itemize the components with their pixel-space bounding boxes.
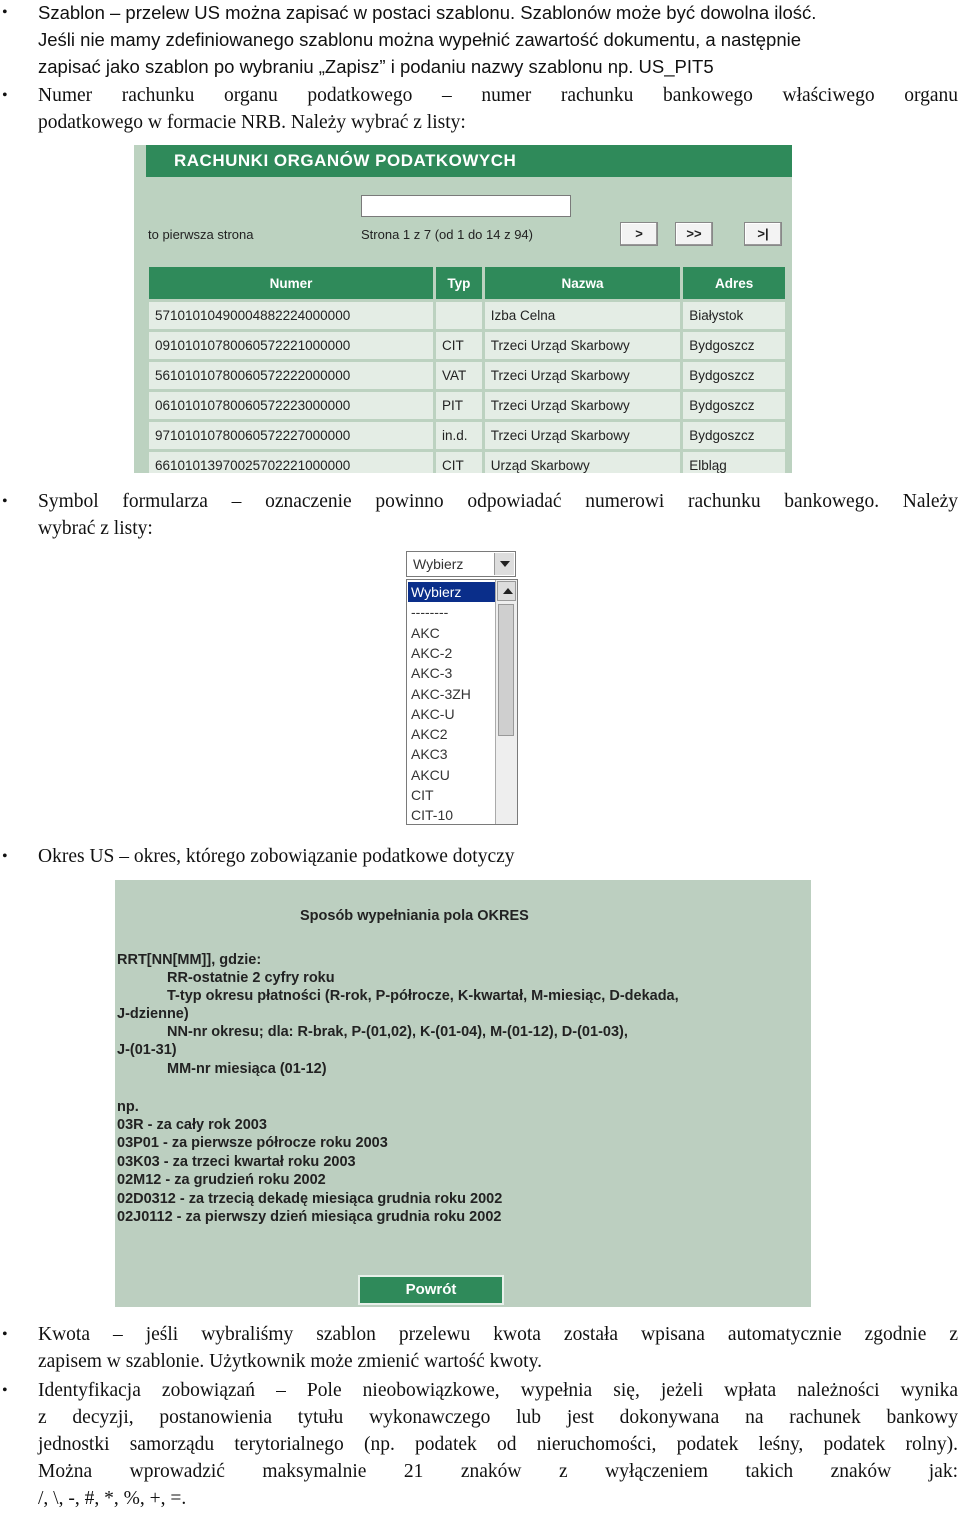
- table-cell: Bydgoszcz: [683, 329, 785, 359]
- column-header[interactable]: Numer: [149, 267, 433, 299]
- table-cell: Izba Celna: [485, 299, 680, 329]
- okres-help-line: 02J0112 - za pierwszy dzień miesiąca grudnia roku 2002: [117, 1209, 502, 1225]
- select-value: Wybierz: [413, 556, 464, 572]
- dropdown-option[interactable]: AKC-3: [411, 665, 453, 682]
- search-input[interactable]: [361, 195, 571, 217]
- okres-help-line: RR-ostatnie 2 cyfry roku: [167, 970, 335, 986]
- table-cell: Bydgoszcz: [683, 419, 785, 449]
- numer-line-2: podatkowego w formacie NRB. Należy wybrać z listy:: [38, 112, 466, 133]
- table-cell: Urząd Skarbowy: [485, 449, 680, 473]
- table-cell: 06101010780060572223000000: [149, 389, 433, 419]
- table-row[interactable]: [149, 449, 785, 473]
- table-cell: Trzeci Urząd Skarbowy: [485, 329, 680, 359]
- skip-pages-button[interactable]: >>: [675, 222, 713, 246]
- table-cell: CIT: [436, 329, 482, 359]
- dropdown-option[interactable]: AKC-2: [411, 644, 453, 661]
- ident-line-1: Identyfikacja zobowiązań – Pole nieobowiązkowe, wypełnia się, jeżeli wpłata należności wynika: [38, 1380, 958, 1401]
- next-page-button[interactable]: >: [620, 222, 658, 246]
- table-cell: Bydgoszcz: [683, 389, 785, 419]
- symbol-line-1: Symbol formularza – oznaczenie powinno odpowiadać numerowi rachunku bankowego. Należy: [38, 491, 958, 512]
- scroll-up-arrow-icon[interactable]: [497, 581, 516, 601]
- okres-line-1: Okres US – okres, którego zobowiązanie podatkowe dotyczy: [38, 846, 515, 867]
- table-cell: Bydgoszcz: [683, 359, 785, 389]
- symbol-select[interactable]: [406, 551, 516, 577]
- first-page-link[interactable]: to pierwsza strona: [148, 227, 254, 242]
- scroll-thumb[interactable]: [498, 604, 514, 736]
- bullet: •: [2, 493, 8, 510]
- pager-info: Strona 1 z 7 (od 1 do 14 z 94): [361, 227, 533, 242]
- dropdown-option[interactable]: CIT: [411, 787, 434, 803]
- column-header[interactable]: Typ: [436, 267, 482, 299]
- szablon-line-3: zapisać jako szablon po wybraniu „Zapisz” i podaniu nazwy szablonu np. US_PIT5: [38, 56, 714, 77]
- dropdown-option[interactable]: Wybierz: [408, 582, 495, 602]
- numer-line-1: Numer rachunku organu podatkowego – numer rachunku bankowego właściwego organu: [38, 85, 958, 106]
- dropdown-option[interactable]: AKCU: [411, 766, 450, 783]
- table-cell: 09101010780060572221000000: [149, 329, 433, 359]
- bullet: •: [2, 1382, 8, 1399]
- table-cell: PIT: [436, 389, 482, 419]
- table-cell: 66101013970025702221000000: [149, 449, 433, 473]
- bullet: •: [2, 4, 8, 21]
- table-header-row: [149, 267, 785, 299]
- table-cell: in.d.: [436, 419, 482, 449]
- dropdown-option[interactable]: AKC3: [411, 746, 448, 763]
- dropdown-option[interactable]: AKC: [411, 624, 440, 641]
- scrollbar[interactable]: [495, 580, 517, 824]
- table-row[interactable]: [149, 299, 785, 329]
- ident-line-4: Można wprowadzić maksymalnie 21 znaków z wyłączeniem takich znaków jak:: [38, 1461, 958, 1482]
- last-page-button[interactable]: >|: [744, 222, 782, 246]
- dropdown-option[interactable]: AKC2: [411, 726, 448, 743]
- dropdown-option[interactable]: AKC-U: [411, 705, 455, 722]
- szablon-line-1: Szablon – przelew US można zapisać w postaci szablonu. Szablonów może być dowolna ilość.: [38, 2, 817, 23]
- table-cell: Trzeci Urząd Skarbowy: [485, 389, 680, 419]
- symbol-line-2: wybrać z listy:: [38, 518, 153, 539]
- ident-line-5: /, \, -, #, *, %, +, =.: [38, 1488, 187, 1509]
- back-button[interactable]: Powrót: [360, 1277, 502, 1303]
- table-cell: Trzeci Urząd Skarbowy: [485, 359, 680, 389]
- ident-line-2: z decyzji, postanowienia tytułu wykonawczego lub jest dokonywana na rachunek bankowy: [38, 1407, 958, 1428]
- okres-help-line: 02M12 - za grudzień roku 2002: [117, 1172, 326, 1188]
- okres-help-line: J-dzienne): [117, 1006, 189, 1022]
- ident-line-3: jednostki samorządu terytorialnego (np. podatek od nieruchomości, podatek leśny, podatek rolny).: [38, 1434, 958, 1455]
- table-row[interactable]: [149, 359, 785, 389]
- okres-help-line: T-typ okresu płatności (R-rok, P-półrocze, K-kwartał, M-miesiąc, D-dekada,: [167, 988, 679, 1004]
- okres-help-screenshot: [115, 880, 811, 1307]
- table-cell: Elbląg: [683, 449, 785, 473]
- column-header[interactable]: Nazwa: [485, 267, 680, 299]
- dropdown-option[interactable]: CIT-10: [411, 807, 454, 824]
- symbol-dropdown-screenshot: [406, 551, 518, 825]
- okres-help-line: 03R - za cały rok 2003: [117, 1117, 267, 1133]
- table-cell: Trzeci Urząd Skarbowy: [485, 419, 680, 449]
- table-cell: [436, 299, 482, 329]
- okres-help-line: 02D0312 - za trzecią dekadę miesiąca grudnia roku 2002: [117, 1191, 503, 1207]
- bullet: •: [2, 87, 8, 104]
- table-cell: CIT: [436, 449, 482, 473]
- table-cell: VAT: [436, 359, 482, 389]
- rachunki-title: RACHUNKI ORGANÓW PODATKOWYCH: [146, 145, 792, 177]
- table-cell: 97101010780060572227000000: [149, 419, 433, 449]
- rachunki-table: [146, 267, 788, 473]
- table-row[interactable]: [149, 389, 785, 419]
- symbol-options-list[interactable]: [406, 579, 518, 825]
- okres-help-line: 03K03 - za trzeci kwartał roku 2003: [117, 1154, 356, 1170]
- kwota-line-1: Kwota – jeśli wybraliśmy szablon przelewu kwota została wpisana automatycznie zgodnie z: [38, 1324, 958, 1345]
- okres-help-line: 03P01 - za pierwsze półrocze roku 2003: [117, 1135, 388, 1151]
- table-cell: Białystok: [683, 299, 785, 329]
- szablon-line-2: Jeśli nie mamy zdefiniowanego szablonu można wypełnić zawartość dokumentu, a następnie: [38, 29, 802, 50]
- chevron-down-icon[interactable]: [494, 553, 514, 575]
- kwota-line-2: zapisem w szablonie. Użytkownik może zmienić wartość kwoty.: [38, 1351, 542, 1372]
- column-header[interactable]: Adres: [683, 267, 785, 299]
- table-cell: 56101010780060572222000000: [149, 359, 433, 389]
- bullet: •: [2, 1326, 8, 1343]
- dropdown-option[interactable]: AKC-3ZH: [411, 685, 471, 702]
- okres-help-line: np.: [117, 1099, 139, 1115]
- okres-help-line: MM-nr miesiąca (01-12): [167, 1061, 327, 1077]
- table-row[interactable]: [149, 419, 785, 449]
- table-row[interactable]: [149, 329, 785, 359]
- rachunki-screenshot: [134, 145, 792, 473]
- okres-help-title: Sposób wypełniania pola OKRES: [300, 908, 529, 924]
- bullet: •: [2, 848, 8, 865]
- okres-help-line: RRT[NN[MM]], gdzie:: [117, 952, 262, 968]
- table-cell: 57101010490004882224000000: [149, 299, 433, 329]
- dropdown-option[interactable]: --------: [411, 604, 449, 621]
- okres-help-line: J-(01-31): [117, 1042, 177, 1058]
- okres-help-line: NN-nr okresu; dla: R-brak, P-(01,02), K-(01-04), M-(01-12), D-(01-03),: [167, 1024, 628, 1040]
